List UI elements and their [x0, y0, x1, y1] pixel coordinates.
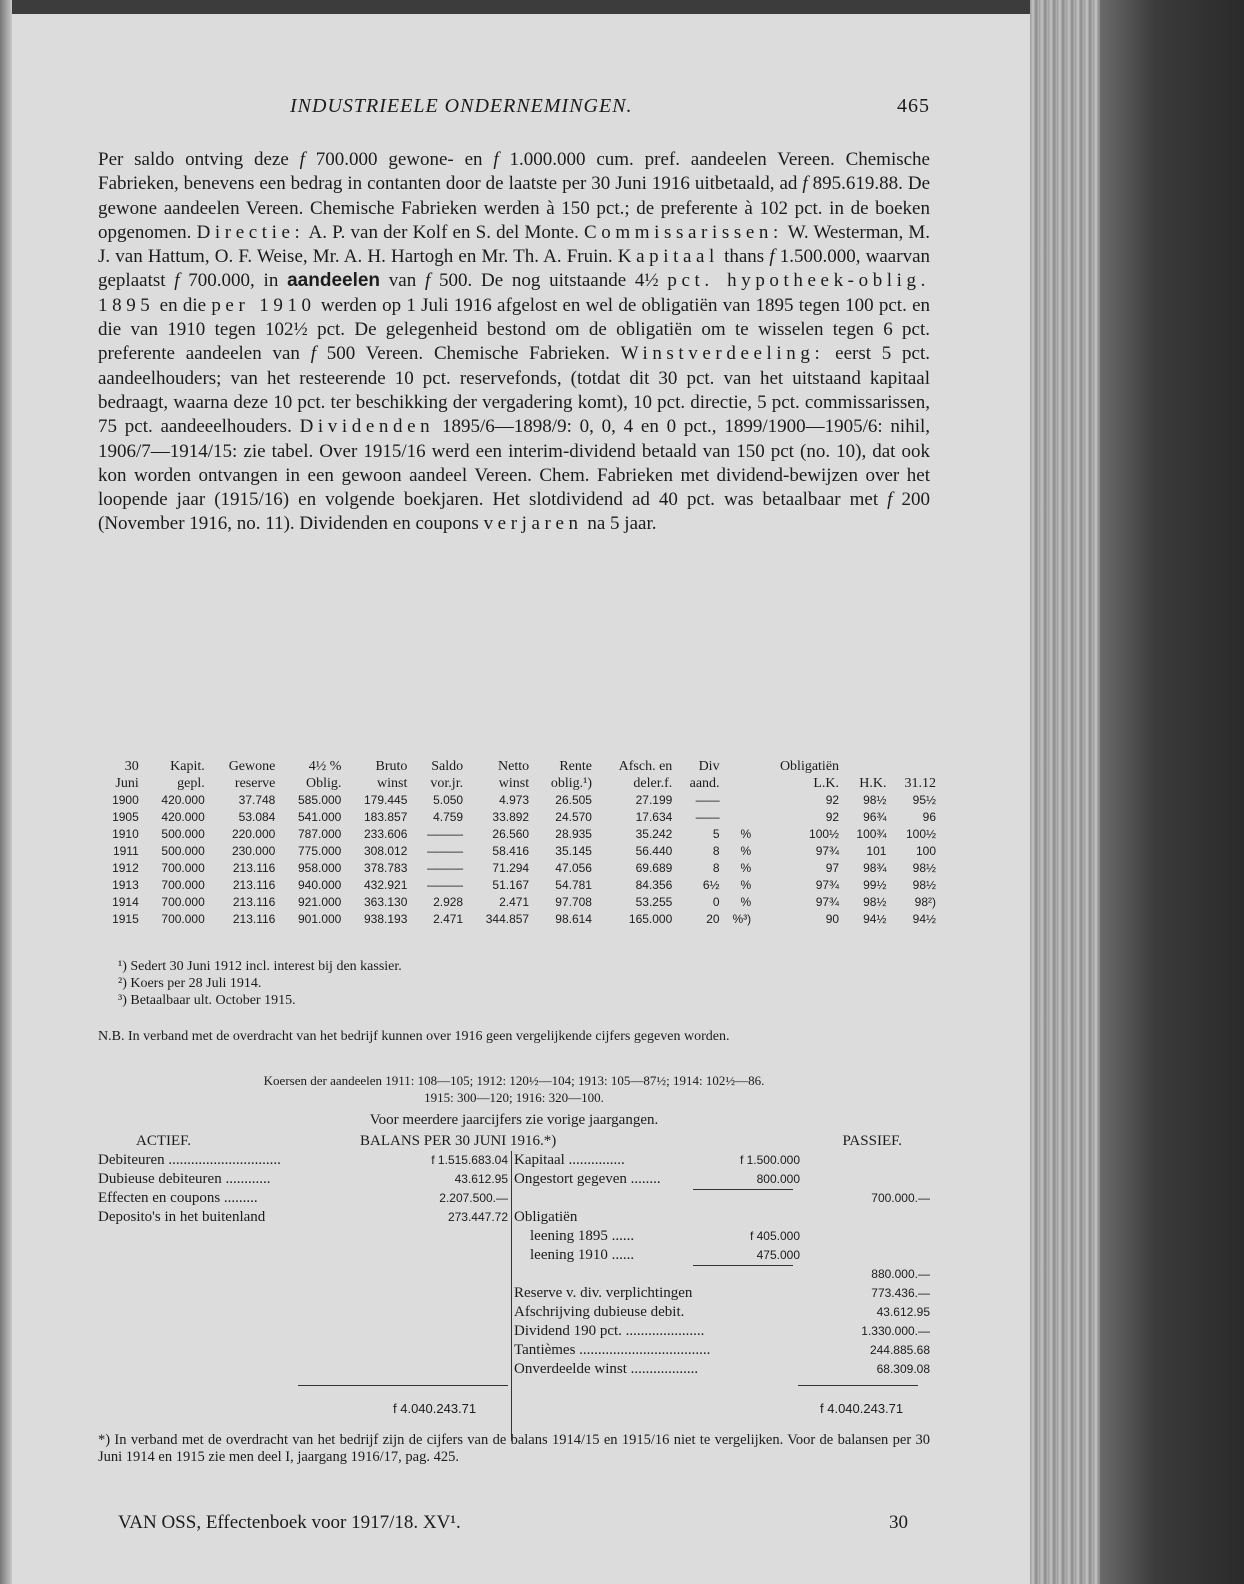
table-cell: 51.167	[492, 878, 530, 892]
table-header-cell: Kapit.	[170, 759, 205, 774]
table-cell: 420.000	[161, 810, 205, 824]
assets-column	[98, 1151, 508, 1227]
table-cell: 28.935	[555, 827, 592, 841]
table-cell: 5	[712, 827, 720, 841]
table-cell: 1911	[112, 844, 139, 858]
table-cell: %	[740, 827, 752, 841]
table-cell: ——	[695, 810, 720, 824]
table-cell: 901.000	[297, 912, 342, 926]
table-cell: 97¾	[815, 895, 840, 909]
footer-source: VAN OSS, Effectenboek voor 1917/18. XV¹.	[118, 1512, 461, 1533]
table-cell: %	[740, 861, 752, 875]
table-cell: 90	[825, 912, 840, 926]
table-cell: 378.783	[363, 861, 408, 875]
table-cell: 54.781	[555, 878, 592, 892]
table-cell: 500.000	[161, 827, 205, 841]
table-cell: 100¾	[856, 827, 887, 841]
table-cell: 213.116	[232, 895, 276, 909]
liability-row: Onverdeelde winst .................. 68.309.08	[514, 1361, 930, 1377]
table-cell: %³)	[732, 912, 752, 926]
table-cell: 98½	[863, 895, 887, 909]
table-cell: 17.634	[635, 810, 673, 824]
table-cell: 98²)	[914, 895, 936, 909]
table-row	[98, 792, 938, 809]
table-cell: 35.145	[555, 844, 592, 858]
passief-label: PASSIEF.	[842, 1133, 902, 1149]
balance-divider	[511, 1151, 512, 1441]
table-header-cell: Netto	[498, 759, 530, 774]
table-cell: 97.708	[555, 895, 592, 909]
table-cell: 101	[866, 844, 887, 858]
table-header-cell: deler.f.	[633, 776, 673, 791]
share-prices	[98, 1072, 930, 1106]
balance-header	[98, 1133, 930, 1151]
table-cell: 47.056	[555, 861, 592, 875]
scan-border-left	[0, 0, 12, 1584]
table-cell: 96	[922, 810, 936, 824]
table-cell: 58.416	[492, 844, 530, 858]
table-cell: 94½	[912, 912, 936, 926]
note-3: ³) Betaalbaar ult. October 1915.	[118, 993, 296, 1008]
table-cell: 98½	[912, 878, 936, 892]
table-cell: 775.000	[297, 844, 342, 858]
table-cell: 233.606	[363, 827, 408, 841]
aandeelen-label: aandeelen	[287, 270, 381, 292]
table-header-cell: Obligatiën	[779, 759, 840, 774]
book-spine-shadow	[1100, 0, 1244, 1584]
per-1910-label: per 1910	[211, 294, 316, 316]
asset-row: Debiteuren .............................. f 1.515.683.04	[98, 1152, 508, 1168]
table-cell: 1905	[112, 810, 139, 824]
note-1: ¹) Sedert 30 Juni 1912 incl. interest bij den kassier.	[118, 959, 402, 974]
table-cell: 53.084	[238, 810, 276, 824]
asset-row: Effecten en coupons ......... 2.207.500.—	[98, 1190, 508, 1206]
table-cell: %	[740, 895, 752, 909]
table-cell: 1910	[112, 827, 139, 841]
table-cell: 500.000	[161, 844, 205, 858]
actief-label: ACTIEF.	[136, 1133, 192, 1149]
table-header-cell	[722, 758, 754, 775]
table-header-cell: 4½ %	[308, 759, 342, 774]
table-cell: 97¾	[815, 844, 840, 858]
balance-title: BALANS PER 30 JUNI 1916.*)	[360, 1133, 557, 1149]
asset-row: Deposito's in het buitenland 273.447.72	[98, 1209, 508, 1225]
footer-signature: 30	[889, 1512, 908, 1533]
table-cell: 700.000	[161, 878, 205, 892]
table-row	[98, 911, 938, 928]
table-header-cell: winst	[377, 776, 408, 791]
directie-label: Directie:	[196, 221, 305, 243]
liability-row: Kapitaal ............... f 1.500.000	[514, 1152, 800, 1168]
table-cell: 420.000	[161, 793, 205, 807]
table-header-cell: L.K.	[813, 776, 840, 791]
table-cell: 97¾	[815, 878, 840, 892]
table-cell: 1915	[112, 912, 139, 926]
table-cell: 26.560	[492, 827, 530, 841]
table-cell: 100½	[809, 827, 840, 841]
dividenden-label: Dividenden	[299, 416, 435, 438]
table-cell: 165.000	[628, 912, 673, 926]
table-cell: 308.012	[363, 844, 408, 858]
table-cell: 787.000	[297, 827, 342, 841]
table-header-cell: Oblig.	[305, 776, 342, 791]
total-rule-left	[298, 1385, 508, 1386]
table-cell: 1914	[112, 895, 139, 909]
hypotheek-label: pct. hypotheek-oblig. 1895	[98, 270, 931, 316]
table-row	[98, 877, 938, 894]
liability-subtotal: 700.000.—	[871, 1191, 930, 1205]
table-cell: 921.000	[297, 895, 342, 909]
table-cell: 700.000	[161, 861, 205, 875]
page-footer	[118, 1512, 908, 1534]
liability-subtotal: 880.000.—	[871, 1267, 930, 1281]
balance-sheet	[98, 1133, 930, 1428]
page-number: 465	[897, 95, 930, 117]
table-header-cell: Afsch. en	[618, 759, 673, 774]
table-header-cell: Div	[698, 759, 720, 774]
scan-border-top	[0, 0, 1030, 14]
table-cell: 220.000	[231, 827, 276, 841]
liability-row: Ongestort gegeven ........ 800.000	[514, 1171, 800, 1187]
table-header-cell: 30	[124, 759, 139, 774]
table-header-cell: reserve	[234, 776, 276, 791]
subtotal-rule	[693, 1265, 793, 1266]
table-cell: ———	[427, 861, 464, 875]
table-cell: 0	[712, 895, 720, 909]
winstverdeeling-label: Winstverdeeling:	[620, 343, 825, 365]
table-cell: 5.050	[433, 793, 464, 807]
table-header-cell: Saldo	[431, 759, 464, 774]
table-row	[98, 860, 938, 877]
liability-row: Afschrijving dubieuse debit. 43.612.95	[514, 1304, 930, 1320]
table-cell: 96¾	[863, 810, 887, 824]
table-cell: 938.193	[363, 912, 408, 926]
table-cell: %	[740, 878, 752, 892]
table-row	[98, 826, 938, 843]
total-liabilities: f 4.040.243.71	[820, 1401, 904, 1416]
table-cell: 213.116	[232, 861, 276, 875]
table-cell: 958.000	[297, 861, 342, 875]
table-header-cell: H.K.	[859, 776, 887, 791]
table-cell: 700.000	[161, 895, 205, 909]
balance-footnote: *) In verband met de overdracht van het bedrijf zijn de cijfers van de balans 1914/15 en 1915/16 niet te vergelijken. Voor de balansen per 30 Juni 1914 en 1915 zie men deel I, jaargang 1916/17, pag. 425.	[98, 1432, 930, 1465]
table-cell	[722, 792, 754, 809]
table-cell: 97	[825, 861, 840, 875]
table-cell: ——	[695, 793, 720, 807]
liability-row: leening 1895 ...... f 405.000	[530, 1228, 800, 1244]
table-cell: 230.000	[231, 844, 276, 858]
table-cell: 700.000	[161, 912, 205, 926]
main-paragraph: Per saldo ontving deze f 700.000 gewone- en f 1.000.000 cum. pref. aandeelen Vereen. Chemische Fabrieken, benevens een bedrag in contanten door de laatste per 30 Juni 1916 uitbetaald, ad f 895.619.88. De gewone aandeelen Vereen. Chemische Fabrieken werden à 150 pct.; de preferente à 102 pct. in de boeken opgenomen. Directie: A. P. van der Kolf en S. del Monte. Commissarissen: W. Westerman, M. J. van Hattum, O. F. Weise, Mr. A. H. Hartogh en Mr. Th. A. Fruin. Kapitaal thans f 1.500.000, waarvan geplaatst f 700.000, in aandeelen van f 500. De nog uitstaande 4½ pct. hypotheek-oblig. 1895 en die per 1910 werden op 1 Juli 1916 afgelost en wel de obligatiën van 1895 tegen 100 pct. en die van 1910 tegen 102½ pct. De gelegenheid bestond om de obligatiën om te wisselen tegen 6 pct. preferente aandeelen van f 500 Vereen. Chemische Fabrieken. Winstverdeeling: eerst 5 pct. aandeelhouders; van het resteerende 10 pct. reservefonds, (totdat dit 30 pct. van het uitstaand kapitaal bedraagt, waarna deze 10 pct. ter beschikking der vergadering komt), 10 pct. directie, 5 pct. commissarissen, 75 pct. aandeeelhouders. Dividenden 1895/6—1898/9: 0, 0, 4 en 0 pct., 1899/1900—1905/6: nihil, 1906/7—1914/15: zie tabel. Over 1915/16 werd een interim-dividend betaald van 150 pct (no. 10), dat ook kon worden ontvangen in een gewoon aandeel Vereen. Chem. Fabrieken met dividend-bewijzen over het loopende jaar (1915/16) en volgende boekjaren. Het slotdividend ad 40 pct. was betaalbaar met f 200 (November 1916, no. 11). Dividenden en coupons verjaren na 5 jaar.	[98, 149, 931, 535]
table-cell: 37.748	[238, 793, 276, 807]
table-header-cell: winst	[498, 776, 530, 791]
table-header-row-2	[98, 775, 938, 792]
table-header-cell: Gewone	[228, 759, 276, 774]
table-cell: 20	[706, 912, 720, 926]
table-header-row-1	[98, 758, 938, 775]
table-cell: 92	[825, 810, 840, 824]
table-header-cell: Rente	[559, 759, 592, 774]
table-cell: 35.242	[635, 827, 673, 841]
table-cell: 24.570	[555, 810, 592, 824]
table-row	[98, 894, 938, 911]
table-cell: 1913	[112, 878, 139, 892]
table-cell: 363.130	[363, 895, 408, 909]
nb-note: N.B. In verband met de overdracht van het bedrijf kunnen over 1916 geen vergelijkende cijfers gegeven worden.	[98, 1029, 730, 1044]
table-cell: 56.440	[635, 844, 673, 858]
kapitaal-label: Kapitaal	[617, 246, 719, 268]
table-cell: 541.000	[297, 810, 342, 824]
note-2: ²) Koers per 28 Juli 1914.	[118, 976, 262, 991]
table-header-cell: oblig.¹)	[550, 776, 592, 791]
table-header-cell: gepl.	[177, 776, 205, 791]
liability-row: Dividend 190 pct. ..................... 1.330.000.—	[514, 1323, 930, 1339]
subtotal-rule	[693, 1189, 793, 1190]
table-cell: 8	[712, 861, 720, 875]
table-cell: 213.116	[232, 878, 276, 892]
running-header	[290, 95, 930, 118]
table-cell: 183.857	[363, 810, 408, 824]
table-cell: 2.471	[433, 912, 464, 926]
table-header-cell: aand.	[689, 776, 720, 791]
table-cell: 71.294	[492, 861, 530, 875]
table-header-cell	[722, 775, 754, 792]
table-cell: 940.000	[297, 878, 342, 892]
table-cell: 213.116	[232, 912, 276, 926]
table-cell: 100	[915, 844, 936, 858]
total-assets: f 4.040.243.71	[393, 1401, 477, 1416]
table-cell: 98¾	[863, 861, 887, 875]
liability-row: Reserve v. div. verplichtingen 773.436.—	[514, 1285, 930, 1301]
table-header-cell: 31.12	[904, 776, 936, 791]
table-header-cell	[888, 758, 938, 775]
book-page-edges	[1030, 0, 1244, 1584]
table-cell: %	[740, 844, 752, 858]
table-cell: ———	[427, 878, 464, 892]
table-cell: 69.689	[635, 861, 673, 875]
table-cell: 179.445	[363, 793, 408, 807]
table-cell: 26.505	[555, 793, 592, 807]
asset-row: Dubieuse debiteuren ............ 43.612.95	[98, 1171, 508, 1187]
verjaren-label: verjaren	[483, 513, 583, 535]
table-cell: 1912	[112, 861, 139, 875]
table-cell: 92	[825, 793, 840, 807]
table-cell	[722, 809, 754, 826]
share-prices-line-2: 1915: 300—120; 1916: 320—100.	[424, 1090, 604, 1105]
table-cell: 98½	[912, 861, 936, 875]
liability-row: Tantièmes ................................... 244.885.68	[514, 1342, 930, 1358]
commissarissen-label: Commissarissen:	[584, 221, 783, 243]
table-cell: 2.471	[499, 895, 530, 909]
table-cell: 98½	[863, 793, 887, 807]
table-cell: 4.973	[499, 793, 530, 807]
table-cell: 1900	[112, 793, 139, 807]
header-title: INDUSTRIEELE ONDERNEMINGEN.	[290, 95, 633, 117]
table-cell: 53.255	[635, 895, 673, 909]
table-cell: 6½	[702, 878, 720, 892]
table-cell: 4.759	[433, 810, 464, 824]
table-row	[98, 843, 938, 860]
table-header-cell: Bruto	[375, 759, 408, 774]
table-cell: ———	[427, 827, 464, 841]
table-cell: 585.000	[297, 793, 342, 807]
table-cell: 99½	[863, 878, 887, 892]
table-cell: 8	[712, 844, 720, 858]
table-cell: 432.921	[363, 878, 408, 892]
table-cell: 344.857	[485, 912, 530, 926]
liability-row: Obligatiën	[514, 1209, 578, 1225]
table-header-cell	[841, 758, 888, 775]
liability-row: leening 1910 ...... 475.000	[530, 1247, 800, 1263]
table-notes	[98, 958, 938, 1009]
table-cell: 84.356	[635, 878, 673, 892]
previous-years-note: Voor meerdere jaarcijfers zie vorige jaargangen.	[369, 1112, 659, 1128]
table-cell: 98.614	[555, 912, 592, 926]
table-cell: 100½	[905, 827, 936, 841]
table-header-cell: Juni	[115, 776, 139, 791]
table-row	[98, 809, 938, 826]
table-cell: 95½	[912, 793, 936, 807]
share-prices-line-1: Koersen der aandeelen 1911: 108—105; 1912: 120½—104; 1913: 105—87½; 1914: 102½—86.	[263, 1073, 765, 1088]
table-cell: 2.928	[433, 895, 464, 909]
table-header-cell: vor.jr.	[430, 776, 464, 791]
total-rule-right	[798, 1385, 918, 1386]
table-cell: ———	[427, 844, 464, 858]
dividend-table	[98, 758, 938, 928]
table-cell: 33.892	[492, 810, 530, 824]
company-description	[98, 148, 930, 537]
table-cell: 27.199	[635, 793, 673, 807]
table-cell: 94½	[863, 912, 887, 926]
